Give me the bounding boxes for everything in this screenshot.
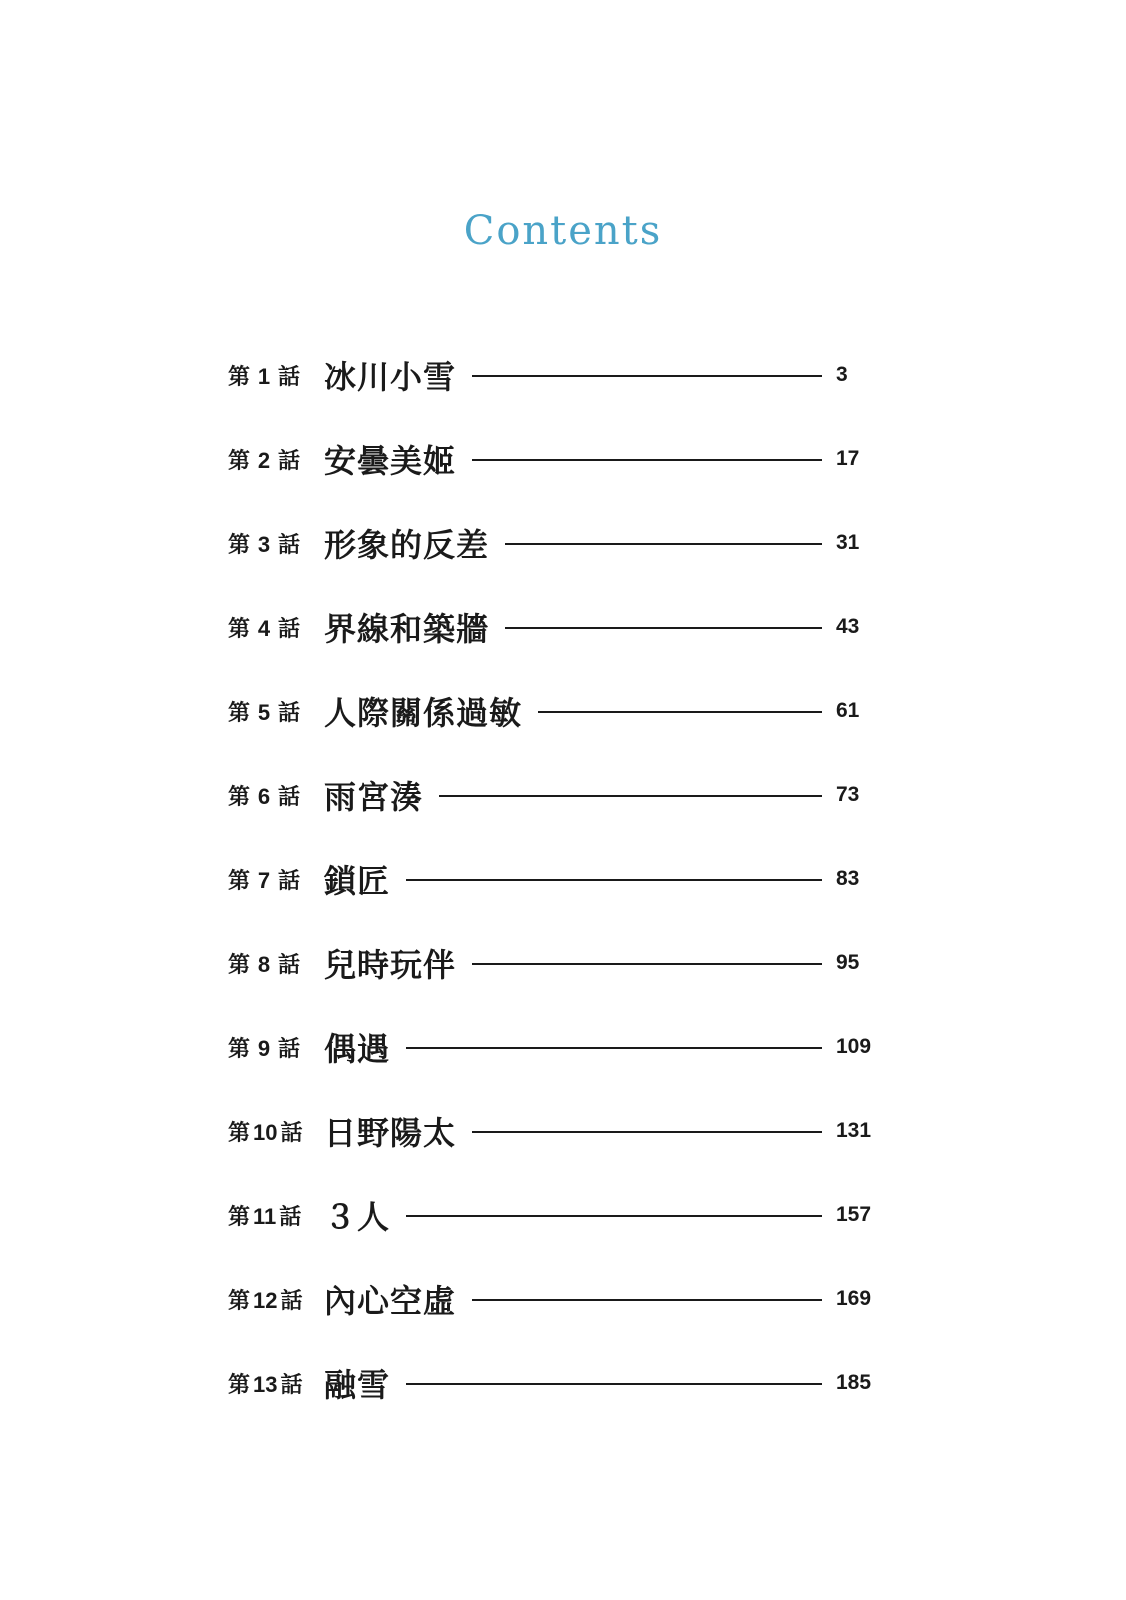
- chapter-title: 形象的反差: [324, 526, 490, 564]
- leader-line: [439, 795, 822, 797]
- chapter-title: 兒時玩伴: [324, 946, 457, 984]
- toc-entry[interactable]: [228, 585, 888, 669]
- chapter-title: 鎖匠: [324, 862, 391, 900]
- chapter-number: 第 11 話: [228, 1203, 302, 1230]
- toc-entry[interactable]: [228, 1173, 888, 1257]
- leader-line: [505, 543, 822, 545]
- leader-line: [406, 1383, 822, 1385]
- leader-line: [472, 1131, 822, 1133]
- toc-entry[interactable]: [228, 1257, 888, 1341]
- toc-entry[interactable]: [228, 1341, 888, 1425]
- leader-line: [472, 375, 822, 377]
- chapter-number: 第 13 話: [228, 1371, 303, 1398]
- page-number: 17: [836, 447, 860, 470]
- leader-line: [472, 963, 822, 965]
- toc-entry[interactable]: [228, 669, 888, 753]
- leader-line: [406, 1215, 822, 1217]
- leader-line: [406, 879, 822, 881]
- toc-entry[interactable]: [228, 753, 888, 837]
- chapter-number: 第 7 話: [228, 867, 301, 894]
- page-number: 185: [836, 1371, 872, 1394]
- chapter-title: 偶遇: [324, 1030, 391, 1068]
- chapter-title: 安曇美姬: [324, 442, 457, 480]
- page-number: 31: [836, 531, 860, 554]
- chapter-number: 第 6 話: [228, 783, 301, 810]
- chapter-number: 第 4 話: [228, 615, 301, 642]
- toc-entry[interactable]: [228, 921, 888, 1005]
- chapter-title: 雨宮湊: [324, 778, 424, 816]
- page-number: 109: [836, 1035, 872, 1058]
- chapter-title: 界線和築牆: [324, 610, 490, 648]
- page-number: 3: [836, 363, 848, 386]
- chapter-title: 日野陽太: [324, 1114, 457, 1152]
- page-number: 73: [836, 783, 860, 806]
- chapter-number: 第 12 話: [228, 1287, 303, 1314]
- page-number: 83: [836, 867, 860, 890]
- toc-entry[interactable]: [228, 501, 888, 585]
- page-number: 43: [836, 615, 860, 638]
- leader-line: [538, 711, 822, 713]
- page-number: 61: [836, 699, 860, 722]
- chapter-number: 第 5 話: [228, 699, 301, 726]
- contents-heading: Contents: [463, 208, 663, 254]
- chapter-title: ３人: [324, 1198, 391, 1236]
- leader-line: [406, 1047, 822, 1049]
- toc-entry[interactable]: [228, 417, 888, 501]
- page-number: 131: [836, 1119, 872, 1142]
- page-number: 157: [836, 1203, 872, 1226]
- chapter-number: 第 2 話: [228, 447, 301, 474]
- leader-line: [472, 1299, 822, 1301]
- chapter-number: 第 1 話: [228, 363, 301, 390]
- chapter-title: 冰川小雪: [324, 358, 457, 396]
- chapter-number: 第 10 話: [228, 1119, 303, 1146]
- leader-line: [505, 627, 822, 629]
- page-number: 169: [836, 1287, 872, 1310]
- toc-entry[interactable]: [228, 1005, 888, 1089]
- page-number: 95: [836, 951, 860, 974]
- chapter-title: 融雪: [324, 1366, 391, 1404]
- toc-entry[interactable]: [228, 837, 888, 921]
- table-of-contents: [228, 333, 888, 1425]
- chapter-number: 第 3 話: [228, 531, 301, 558]
- chapter-title: 內心空虛: [324, 1282, 457, 1320]
- chapter-number: 第 8 話: [228, 951, 301, 978]
- leader-line: [472, 459, 822, 461]
- toc-entry[interactable]: [228, 333, 888, 417]
- toc-entry[interactable]: [228, 1089, 888, 1173]
- chapter-title: 人際關係過敏: [324, 694, 523, 732]
- chapter-number: 第 9 話: [228, 1035, 301, 1062]
